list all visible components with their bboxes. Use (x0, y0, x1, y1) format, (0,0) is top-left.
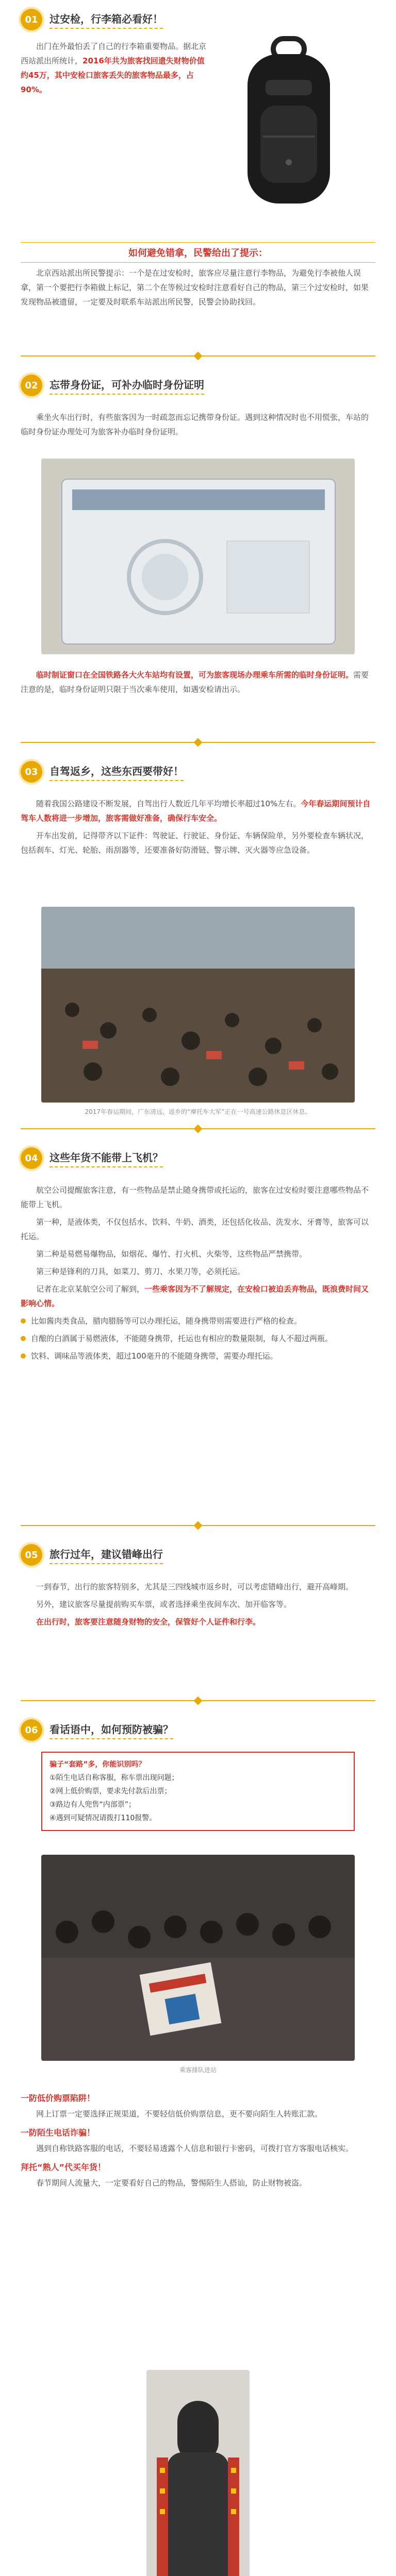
section-number-badge: 05 (21, 1544, 42, 1566)
section-02-text: 乘坐火车出行时，有些旅客因为一时疏忽而忘记携带身份证。遇到这种情况时也不用慌张，车站的临时身份证办理处可为旅客补办临时身份证明。 (21, 413, 369, 436)
section-title: 旅行过年，建议错峰出行 (50, 1546, 163, 1564)
section-05-header (21, 1540, 375, 1569)
section-number-badge: 04 (21, 1147, 42, 1169)
bullet-icon (21, 1318, 26, 1324)
photo-caption: 乘客排队进站 (179, 2066, 217, 2074)
fraud-question: 骗子“套路”多，你能识别吗？ (50, 1760, 146, 1769)
section-03-header (21, 757, 375, 786)
section-title: 看话语中，如何预防被骗？ (50, 1721, 173, 1739)
section-01-highlight: 2016年共为旅客找回遗失财物价值约45万，其中安检口旅客丢失的旅客物品最多，占90%。 (21, 56, 205, 94)
section-03-intro (21, 793, 375, 860)
section-05-body (21, 1577, 375, 1632)
section-04-body (21, 1180, 375, 1366)
station-crowd-photo (41, 1855, 355, 2061)
backpack-illustration (222, 33, 356, 219)
section-02-text-2: 需要注意的是，临时身份证明只限于当次乘车使用，如遇安检请出示。 (21, 670, 369, 694)
section-04-text: 航空公司提醒旅客注意，有一些物品是禁止随身携带或托运的，旅客在过安检时要注意哪些物品不能带上飞机。 (21, 1185, 369, 1209)
section-05-highlight: 在出行时，旅客要注意随身财物的安全，保管好个人证件和行李。 (36, 1617, 261, 1626)
section-04-header (21, 1144, 375, 1173)
section-title: 过安检，行李箱必看好！ (50, 11, 163, 29)
section-title: 这些年货不能带上飞机？ (50, 1149, 163, 1167)
section-02-notice (21, 665, 375, 700)
id-card-machine-photo (41, 459, 355, 654)
fraud-line: ④遇到可疑情况请拨打110报警。 (50, 1814, 157, 1822)
bullet-icon (21, 1353, 26, 1359)
fraud-line: ③路边有人兜售“内部票”； (50, 1801, 136, 1809)
section-divider (21, 1525, 375, 1526)
tip-text: 遇到自称铁路客服的电话，不要轻易透露个人信息和银行卡密码，可拨打官方客服电话核实。 (36, 2144, 354, 2153)
section-number-badge: 01 (21, 9, 42, 30)
list-item: 饮料、调味品等液体类，超过100毫升的不能随身携带，需要办理托运。 (21, 1349, 375, 1363)
section-04-rule-1: 第一种，是液体类，不仅包括水、饮料、牛奶、酒类，还包括化妆品、洗发水、牙膏等，旅客可以托运。 (21, 1217, 369, 1241)
tip-text: 网上订票一定要选择正规渠道，不要轻信低价购票信息，更不要向陌生人转账汇款。 (36, 2109, 323, 2119)
list-item: 自酿的白酒属于易燃液体，不能随身携带，托运也有相应的数量限制，每人不超过两瓶。 (21, 1331, 375, 1346)
section-number-badge: 06 (21, 1719, 42, 1741)
section-01-header (21, 5, 375, 34)
section-04-rule-2: 第二种是易燃易爆物品，如烟花、爆竹、打火机、火柴等，这些物品严禁携带。 (36, 1249, 307, 1259)
section-number-badge: 03 (21, 761, 42, 783)
tip-heading: 拜托“熟人”代买年货！ (21, 2162, 106, 2172)
bullet-icon (21, 1336, 26, 1341)
section-03-highlight: 今年春运期间预计自驾车人数将进一步增加，旅客需做好准备，确保行车安全。 (21, 799, 371, 823)
section-06-header (21, 1716, 375, 1744)
fraud-warning-box (41, 1752, 355, 1831)
section-number-badge: 02 (21, 375, 42, 396)
section-04-text-2: 记者在北京某航空公司了解到， (36, 1284, 145, 1294)
section-03-text: 随着我国公路建设不断发展，自驾出行人数近几年平均增长率超过10%左右。 (36, 799, 301, 808)
section-06-tips (21, 2087, 375, 2193)
section-01-tip (21, 242, 375, 312)
section-divider (21, 742, 375, 743)
motorcycle-crowd-photo (41, 907, 355, 1103)
section-title: 自驾返乡，这些东西要带好！ (50, 763, 184, 781)
section-02-intro (21, 407, 375, 442)
section-04-rule-3: 第三种是锋利的刀具，如菜刀、剪刀、水果刀等，必须托运。 (36, 1267, 245, 1276)
photo-caption: 2017年春运期间，广东清远，返乡的“摩托车大军”正在一号高速公路休息区休息。 (85, 1108, 311, 1115)
section-01-text: 出门在外最怕丢了自己的行李箱重要物品。据北京西站派出所统计， (21, 42, 207, 65)
section-01-tip-text: 北京西站派出所民警提示：一个是在过安检时，旅客应尽量注意行李物品，为避免行李被他人误拿，第一个要把行李箱做上标记，第二个在等候过安检时注意看好自己的物品，第三个过安检时，如果发现物品被遗留，一定要及时联系车站派出所民警，民警会协助找回。 (21, 268, 369, 307)
tip-heading: 一防陌生电话诈骗！ (21, 2128, 95, 2138)
tip-heading: 一防低价购票陷阱！ (21, 2093, 95, 2103)
section-02-header (21, 371, 375, 400)
section-05-text-2: 另外，建议旅客尽量提前购买车票，或者选择乘坐夜间车次、加开临客等。 (36, 1600, 292, 1609)
section-title: 忘带身份证，可补办临时身份证明 (50, 377, 204, 395)
section-divider (21, 355, 375, 357)
section-03-text-2: 开车出发前，记得带齐以下证件：驾驶证、行驶证、身份证、车辆保险单，另外要检查车辆状况，包括刹车、灯光、轮胎、雨刮器等，还要准备好防滑链、警示牌、灭火器等应急设备。 (21, 831, 369, 855)
tip-title: 如何避免错拿，民警给出了提示： (21, 242, 375, 263)
section-divider (21, 1700, 375, 1701)
section-04-highlight: 一些乘客因为不了解规定，在安检口被迫丢弃物品，既浪费时间又影响心情。 (21, 1284, 369, 1308)
section-02-highlight: 临时制证窗口在全国铁路各大火车站均有设置，可为旅客现场办理乘车所需的临时身份证明。 (36, 670, 354, 680)
section-01-intro (21, 36, 206, 100)
fraud-line: ②网上低价购票，要求先付款后出票； (50, 1787, 172, 1795)
section-05-text: 一到春节，出行的旅客特别多，尤其是三四线城市返乡时，可以考虑错峰出行，避开高峰期。 (36, 1582, 354, 1591)
list-item: 比如酱肉类食品，腊肉腊肠等可以办理托运，随身携带则需要进行严格的检查。 (21, 1314, 375, 1328)
section-divider (21, 1128, 375, 1129)
traveler-with-couplet-photo (146, 2370, 250, 2576)
fraud-line: ①陌生电话自称客服，称车票出现问题； (50, 1774, 179, 1782)
tip-text: 春节期间人流量大，一定要看好自己的物品，警惕陌生人搭讪，防止财物被盗。 (36, 2178, 307, 2188)
